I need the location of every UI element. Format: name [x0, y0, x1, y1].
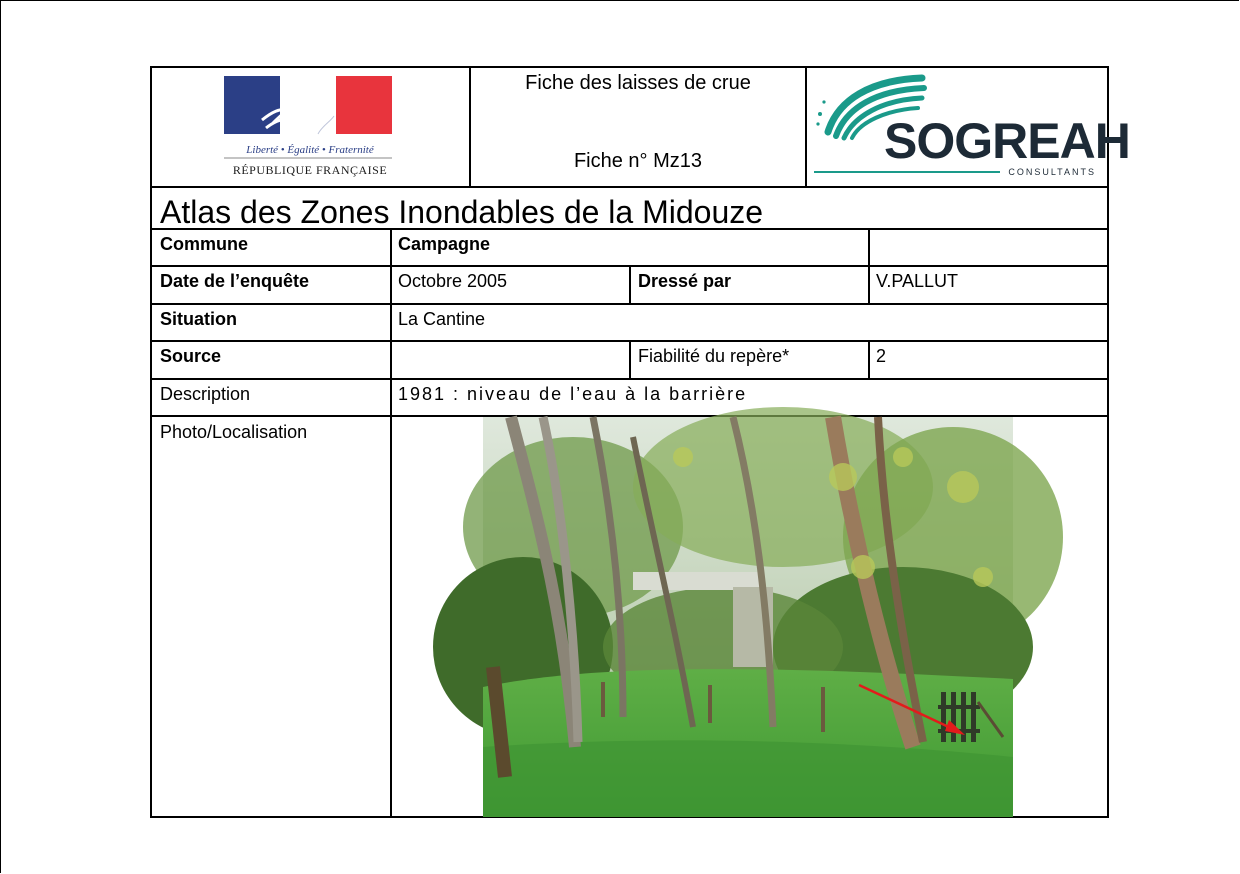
republique-francaise-logo [222, 76, 397, 184]
reliability-label: Fiabilité du repère* [638, 346, 790, 366]
divider [805, 68, 807, 188]
survey-date-value: Octobre 2005 [398, 271, 508, 291]
divider [868, 340, 870, 378]
description-label: Description [160, 384, 251, 404]
divider [629, 340, 631, 378]
description-value: 1981 : niveau de l’eau à la barrière [398, 384, 748, 404]
divider [868, 228, 870, 266]
svg-text:CONSULTANTS: CONSULTANTS [1008, 167, 1096, 177]
commune-label: Commune [160, 234, 249, 254]
svg-text:Liberté • Égalité • Fraternité: Liberté • Égalité • Fraternité [246, 144, 374, 156]
divider [152, 303, 1107, 305]
divider [390, 228, 392, 818]
flood-mark-sheet [150, 66, 1130, 818]
svg-text:RÉPUBLIQUE FRANÇAISE: RÉPUBLIQUE FRANÇAISE [232, 163, 388, 177]
source-label: Source [160, 346, 222, 366]
site-photo [483, 417, 1013, 817]
divider [469, 68, 471, 188]
sogreah-logo [810, 72, 1130, 180]
situation-label: Situation [160, 309, 237, 329]
divider [868, 265, 870, 303]
reliability-value: 2 [876, 346, 887, 366]
svg-text:SOGREAH: SOGREAH [884, 113, 1130, 169]
author-label: Dressé par [638, 271, 732, 291]
page-title: Atlas des Zones Inondables de la Midouze [160, 194, 764, 230]
survey-date-label: Date de l’enquête [160, 271, 310, 291]
divider [152, 378, 1107, 380]
situation-value: La Cantine [398, 309, 486, 329]
document-type: Fiche des laisses de crue [525, 72, 751, 94]
commune-value: Campagne [398, 234, 491, 254]
sheet-number: Fiche n° Mz13 [573, 150, 703, 172]
photo-label: Photo/Localisation [160, 422, 308, 442]
author-value: V.PALLUT [876, 271, 959, 291]
divider [629, 265, 631, 303]
divider [152, 186, 1107, 188]
